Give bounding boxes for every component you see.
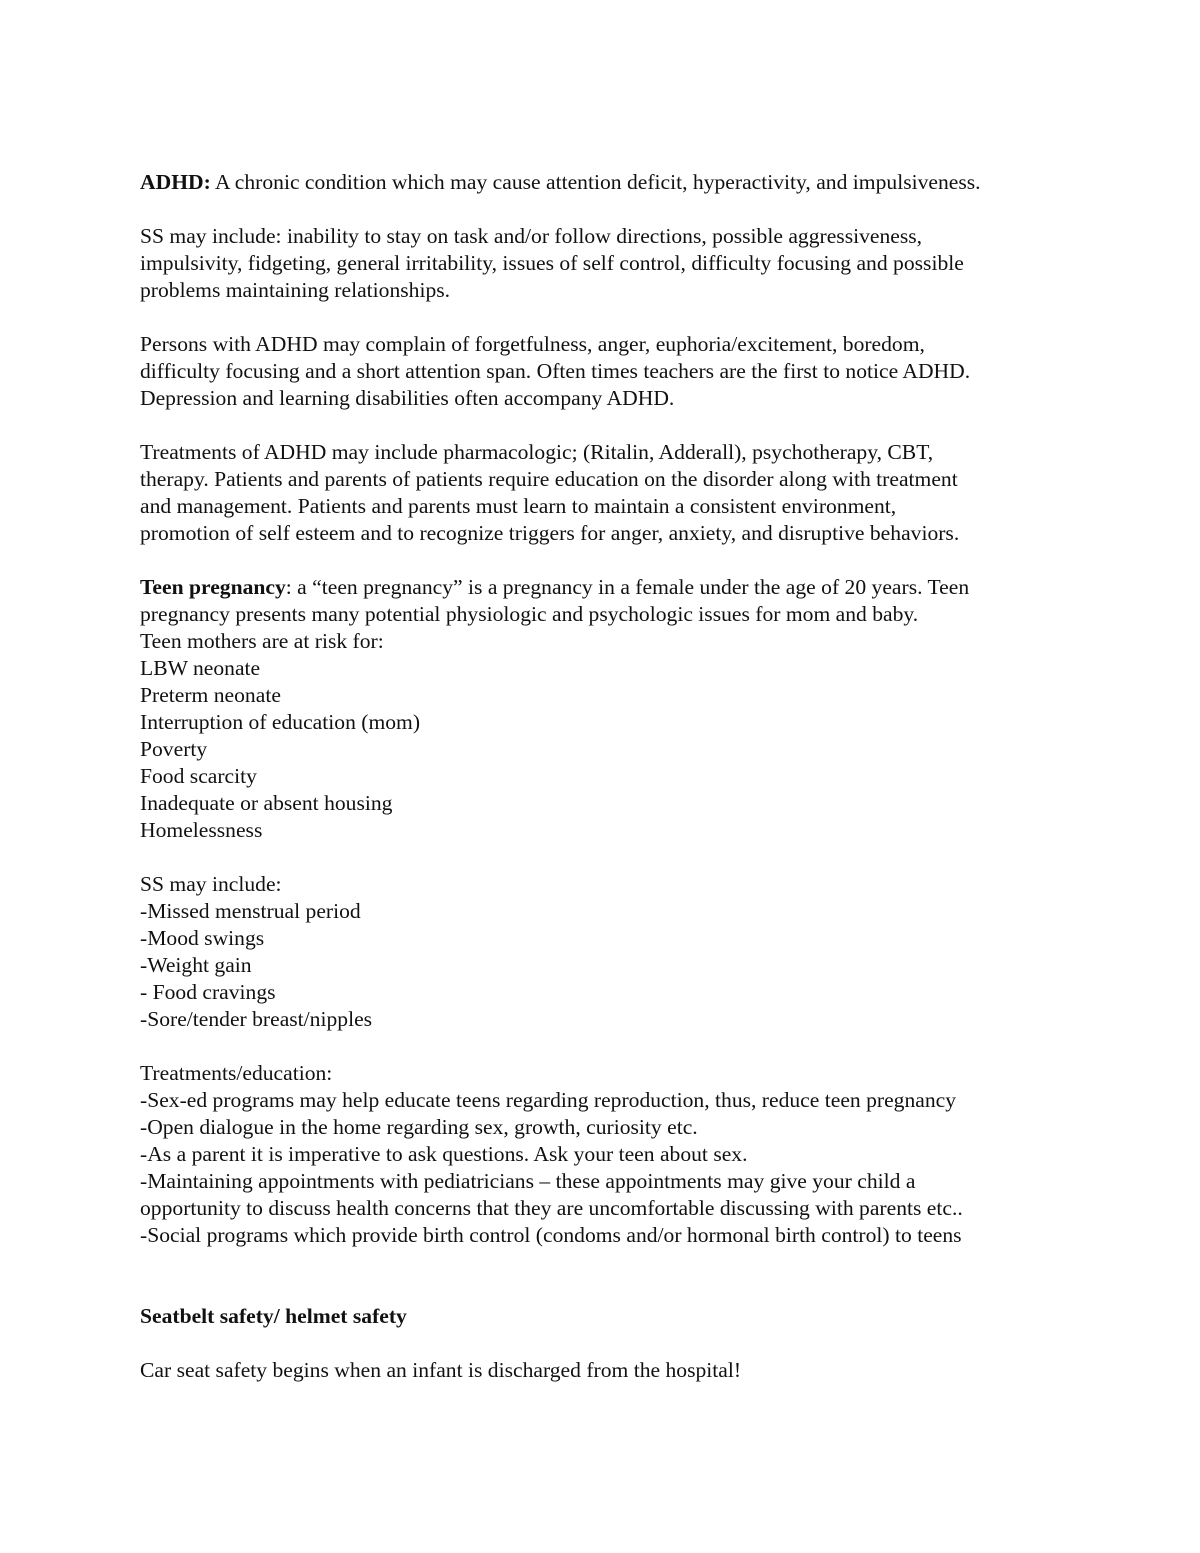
safety-body: Car seat safety begins when an infant is discharged from the hospital! [140,1358,742,1382]
teen-pregnancy-treatment-list [140,1060,1100,1249]
list-item: -Missed menstrual period [140,899,361,923]
teen-pregnancy-term: Teen pregnancy [140,575,286,599]
teen-pregnancy-section [140,574,1100,844]
risk-item: Homelessness [140,818,263,842]
list-item: -Social programs which provide birth control (condoms and/or hormonal birth control) to teens [140,1223,962,1247]
adhd-ss-paragraph [140,223,1100,304]
list-item: - Food cravings [140,980,276,1004]
text-line: Teen mothers are at risk for: [140,629,384,653]
safety-heading [140,1303,1100,1330]
text-line: Treatments/education: [140,1061,333,1085]
adhd-definition [140,169,1100,196]
teen-pregnancy-definition-text: : a “teen pregnancy” is a pregnancy in a female under the age of 20 years. Teen [285,575,970,599]
text-line: Persons with ADHD may complain of forgetfulness, anger, euphoria/excitement, boredom, [140,332,925,356]
list-item: -Mood swings [140,926,265,950]
text-line: promotion of self esteem and to recognize triggers for anger, anxiety, and disruptive behaviors. [140,521,960,545]
list-item: -Maintaining appointments with pediatricians – these appointments may give your child a [140,1169,916,1193]
risk-item: Inadequate or absent housing [140,791,393,815]
risk-item: LBW neonate [140,656,261,680]
text-line: impulsivity, fidgeting, general irritability, issues of self control, difficulty focusing and possible [140,251,964,275]
list-item: -Open dialogue in the home regarding sex, growth, curiosity etc. [140,1115,698,1139]
adhd-complaints-paragraph [140,331,1100,412]
list-item: -Sex-ed programs may help educate teens regarding reproduction, thus, reduce teen pregnancy [140,1088,957,1112]
text-line: difficulty focusing and a short attention span. Often times teachers are the first to notice ADHD. [140,359,971,383]
text-line: pregnancy presents many potential physiologic and psychologic issues for mom and baby. [140,602,919,626]
adhd-term: ADHD: [140,170,211,194]
list-item: -Weight gain [140,953,252,977]
risk-item: Food scarcity [140,764,257,788]
text-line: SS may include: [140,872,282,896]
list-item: -Sore/tender breast/nipples [140,1007,373,1031]
risk-item: Interruption of education (mom) [140,710,421,734]
safety-heading-text: Seatbelt safety/ helmet safety [140,1304,407,1328]
list-item: opportunity to discuss health concerns that they are uncomfortable discussing with parents etc.. [140,1196,963,1220]
document-body [140,169,1100,1384]
risk-item: Poverty [140,737,208,761]
adhd-treatment-paragraph [140,439,1100,547]
adhd-definition-text: A chronic condition which may cause attention deficit, hyperactivity, and impulsiveness. [210,170,981,194]
risk-item: Preterm neonate [140,683,281,707]
teen-pregnancy-definition [140,574,1100,601]
text-line: therapy. Patients and parents of patients require education on the disorder along with treatment [140,467,958,491]
text-line: and management. Patients and parents must learn to maintain a consistent environment, [140,494,897,518]
list-item: -As a parent it is imperative to ask questions. Ask your teen about sex. [140,1142,748,1166]
teen-pregnancy-ss-list [140,871,1100,1033]
text-line: Depression and learning disabilities often accompany ADHD. [140,386,675,410]
text-line: SS may include: inability to stay on task and/or follow directions, possible aggressiveness, [140,224,923,248]
text-line: problems maintaining relationships. [140,278,451,302]
text-line: Treatments of ADHD may include pharmacologic; (Ritalin, Adderall), psychotherapy, CBT, [140,440,934,464]
